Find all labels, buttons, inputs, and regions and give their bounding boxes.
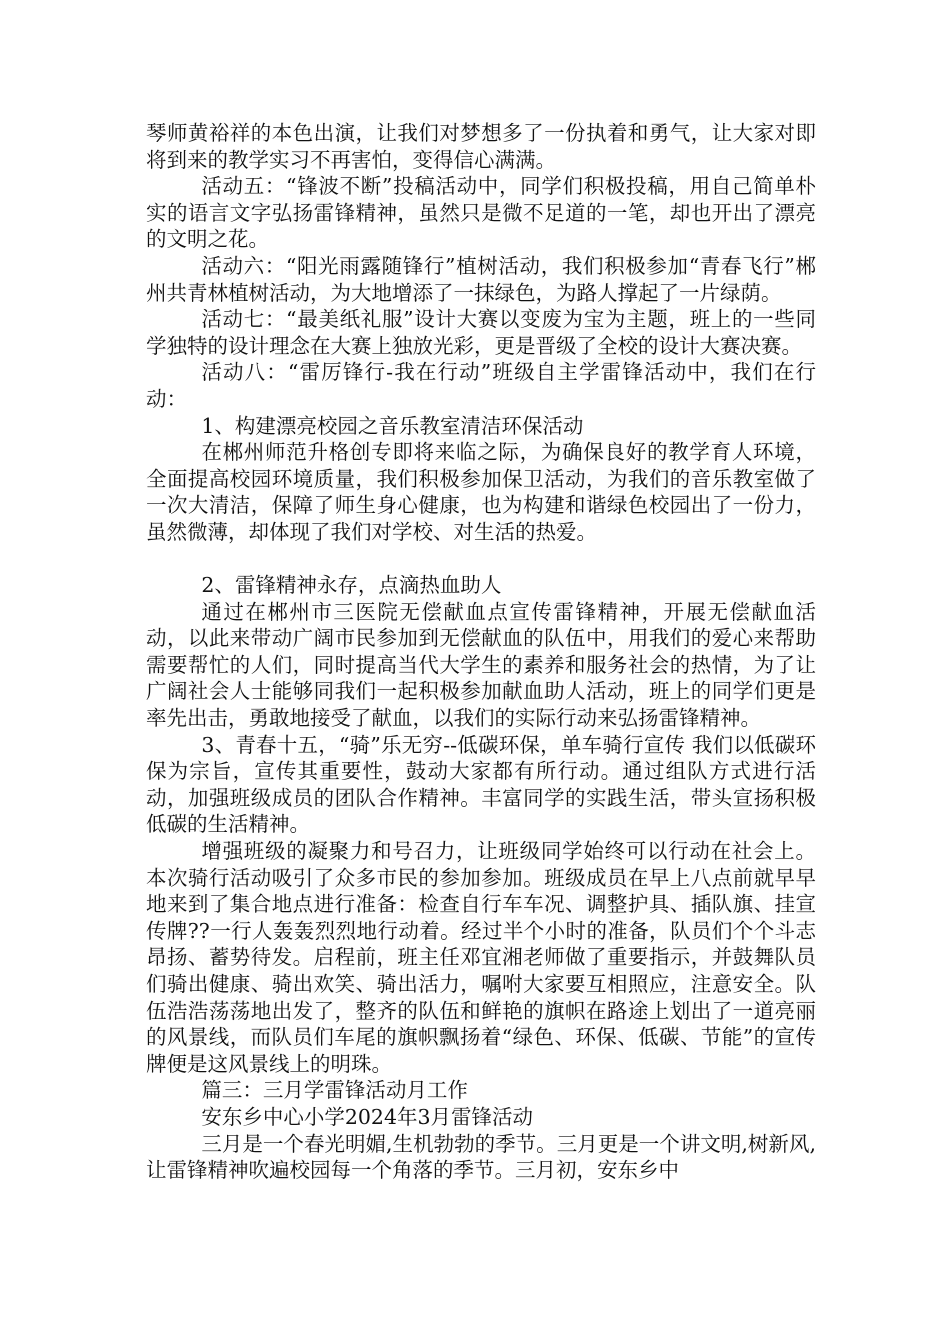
paragraph-activity-8: 活动八：“雷厉锋行-我在行动”班级自主学雷锋活动中，我们在行动： <box>146 360 816 411</box>
subheading-school: 安东乡中心小学2024年3月雷锋活动 <box>201 1104 534 1129</box>
paragraph-item-1: 在郴州师范升格创专即将来临之际，为确保良好的教学育人环境，全面提高校园环境质量，我们积极参加保卫活动，为我们的音乐教室做了一次大清洁，保障了师生身心健康，也为构建和谐绿色校园出了一份力，虽然微薄，却体现了我们对学校、对生活的热爱。 <box>146 440 816 544</box>
section-heading-part-3: 篇三：三月学雷锋活动月工作 <box>201 1078 468 1103</box>
paragraph-activity-5: 活动五：“锋波不断”投稿活动中，同学们积极投稿，用自己简单朴实的语言文字弘扬雷锋精神，虽然只是微不足道的一笔，却也开出了漂亮的文明之花。 <box>146 174 816 252</box>
paragraph-continuation: 琴师黄裕祥的本色出演，让我们对梦想多了一份执着和勇气，让大家对即将到来的教学实习不再害怕，变得信心满满。 <box>146 121 816 172</box>
paragraph-item-2: 通过在郴州市三医院无偿献血点宣传雷锋精神，开展无偿献血活动，以此来带动广阔市民参加到无偿献血的队伍中，用我们的爱心来帮助需要帮忙的人们，同时提高当代大学生的素养和服务社会的热情，为了让广阔社会人士能够同我们一起积极参加献血助人活动，班上的同学们更是率先出击，勇敢地接受了献血，以我们的实际行动来弘扬雷锋精神。 <box>146 599 816 731</box>
paragraph-cycling: 增强班级的凝聚力和号召力，让班级同学始终可以行动在社会上。本次骑行活动吸引了众多市民的参加参加。班级成员在早上八点前就早早地来到了集合地点进行准备：检查自行车车况、调整护具、插队旗、挂宣传牌??一行人轰轰烈烈地行动着。经过半个小时的准备，队员们个个斗志昂扬、蓄势待发。启程前，班主任邓宜湘老师做了重要指示，并鼓舞队员们骑出健康、骑出欢笑、骑出活力，嘱咐大家要互相照应，注意安全。队伍浩浩荡荡地出发了，整齐的队伍和鲜艳的旗帜在路途上划出了一道亮丽的风景线，而队员们车尾的旗帜飘扬着“绿色、环保、低碳、节能”的宣传牌便是这风景线上的明珠。 <box>146 839 816 1076</box>
heading-item-1: 1、构建漂亮校园之音乐教室清洁环保活动 <box>201 413 584 438</box>
paragraph-spacer <box>146 546 816 573</box>
paragraph-activity-6: 活动六：“阳光雨露随锋行”植树活动，我们积极参加“青春飞行”郴州共青林植树活动，为大地增添了一抹绿色，为路人撑起了一片绿荫。 <box>146 253 816 305</box>
heading-item-2: 2、雷锋精神永存，点滴热血助人 <box>201 573 502 598</box>
paragraph-march: 三月是一个春光明媚,生机勃勃的季节。三月更是一个讲文明,树新风,让雷锋精神吹遍校园每一个角落的季节。三月初，安东乡中 <box>146 1131 816 1183</box>
paragraph-item-3: 3、青春十五，“骑”乐无穷--低碳环保，单车骑行宣传 我们以低碳环保为宗旨，宣传其重要性，鼓动大家都有所行动。通过组队方式进行活动，加强班级成员的团队合作精神。丰富同学的实践生活，带头宣扬积极低碳的生活精神。 <box>146 732 816 837</box>
document-body <box>146 120 816 1184</box>
paragraph-activity-7: 活动七：“最美纸礼服”设计大赛以变废为宝为主题，班上的一些同学独特的设计理念在大赛上独放光彩，更是晋级了全校的设计大赛决赛。 <box>146 307 816 358</box>
